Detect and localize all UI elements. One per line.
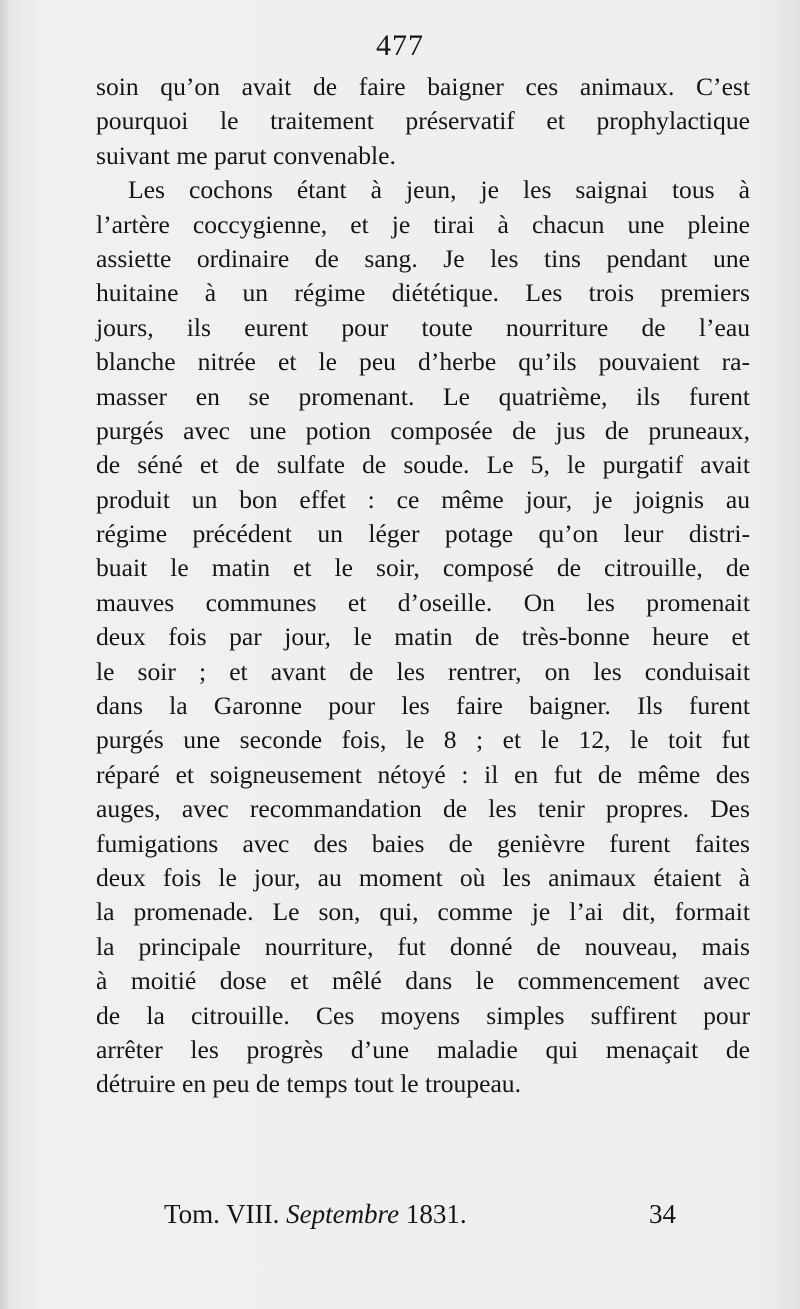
text-line: dans la Garonne pour les faire baigner. Ils furent [96,691,750,721]
text-line: buait le matin et le soir, composé de citrouille, de [96,553,750,583]
text-line: soin qu’on avait de faire baigner ces animaux. C’est [96,72,750,101]
text-line: réparé et soigneusement nétoyé : il en fut de même des [96,759,750,789]
signature-year: 1831. [405,1199,467,1229]
text-line: deux fois par jour, le matin de très-bonne heure et [96,622,750,652]
text-line: pourquoi le traitement préservatif et prophylactique [96,106,750,136]
text-line: deux fois le jour, au moment où les animaux étaient à [96,862,750,892]
signature-month: Septembre [286,1199,400,1229]
printer-signature [164,1196,467,1232]
text-line: de séné et de sulfate de soude. Le 5, le purgatif avait [96,450,750,480]
text-line: produit un bon effet : ce même jour, je joignis au [96,484,750,514]
paragraph-1 [96,70,750,173]
text-line: régime précédent un léger potage qu’on leur distri- [96,519,750,549]
signature-volume: Tom. VIII. [164,1199,280,1229]
text-line: purgés une seconde fois, le 8 ; et le 12, le toit fut [96,725,750,755]
text-line: de la citrouille. Ces moyens simples suffirent pour [96,1000,750,1030]
sheet-number: 34 [649,1199,676,1229]
text-line: huitaine à un régime diététique. Les trois premiers [96,278,750,308]
text-line: mauves communes et d’oseille. On les promenait [96,587,750,617]
text-line: la promenade. Le son, qui, comme je l’ai dit, formait [96,897,750,927]
page-gutter-shadow [0,0,10,1309]
text-line: purgés avec une potion composée de jus de pruneaux, [96,415,750,445]
text-line: le soir ; et avant de les rentrer, on les conduisait [96,656,750,686]
text-line: auges, avec recommandation de les tenir propres. Des [96,794,750,824]
text-line: l’artère coccygienne, et je tirai à chacun une pleine [96,209,750,239]
text-line: assiette ordinaire de sang. Je les tins pendant une [96,243,750,273]
page-footer [96,1196,750,1236]
body-text [96,70,750,1102]
page-number: 477 [376,29,424,62]
text-line: détruire en peu de temps tout le troupeau. [96,1069,521,1099]
text-line: Les cochons étant à jeun, je les saignai tous à [128,175,750,205]
text-line: jours, ils eurent pour toute nourriture de l’eau [96,312,750,342]
text-line: suivant me parut convenable. [96,140,396,170]
text-line: masser en se promenant. Le quatrième, ils furent [96,381,750,411]
text-line: arrêter les progrès d’une maladie qui menaçait de [96,1034,750,1064]
text-line: fumigations avec des baies de genièvre furent faites [96,828,750,858]
text-line: à moitié dose et mêlé dans le commencement avec [96,966,750,996]
text-line: la principale nourriture, fut donné de nouveau, mais [96,931,750,961]
text-line: blanche nitrée et le peu d’herbe qu’ils pouvaient ra- [96,347,750,377]
paragraph-2 [96,173,750,1102]
